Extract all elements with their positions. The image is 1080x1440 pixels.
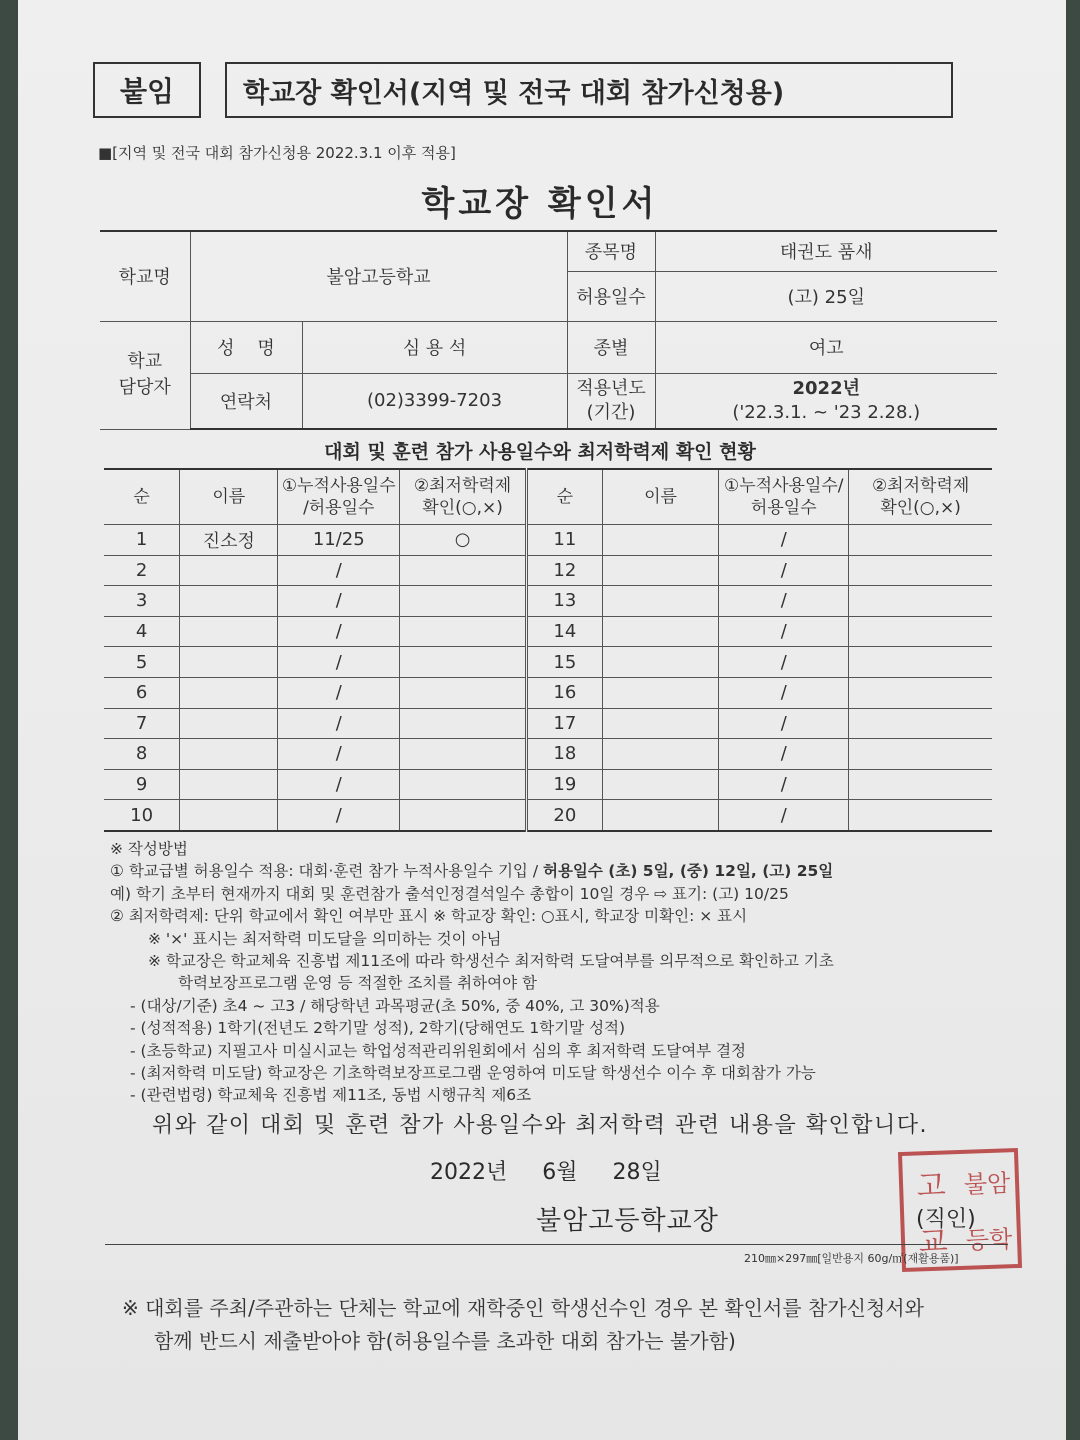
table-cell: / <box>278 708 400 739</box>
table-cell: / <box>719 616 849 647</box>
name-label: 성 명 <box>190 321 302 373</box>
table-cell <box>849 800 992 831</box>
table-cell: / <box>278 555 400 586</box>
name-value: 심 용 석 <box>302 321 567 373</box>
table-cell: / <box>278 616 400 647</box>
table-cell: / <box>719 586 849 617</box>
issue-date: 2022년 6월 28일 <box>430 1160 662 1185</box>
table-cell: 8 <box>104 739 180 770</box>
applicability-note: ■[지역 및 전국 대회 참가신청용 2022.3.1 이후 적용] <box>98 144 456 162</box>
detail-law: - (관련법령) 학교체육 진흥법 제11조, 동법 시행규칙 제6조 <box>130 1086 532 1105</box>
table-cell <box>400 555 527 586</box>
table-cell <box>180 739 278 770</box>
table-cell <box>849 708 992 739</box>
year-label: 적용년도 (기간) <box>567 373 655 429</box>
grid-header: 이름 <box>602 469 719 525</box>
event-label: 종목명 <box>567 231 655 271</box>
table-cell <box>180 677 278 708</box>
footer-note <box>122 1292 1002 1358</box>
table-cell: 20 <box>526 800 602 831</box>
table-cell: / <box>719 677 849 708</box>
table-cell: / <box>278 586 400 617</box>
note-1-example: 예) 학기 초부터 현재까지 대회 및 훈련참가 출석인정결석일수 총합이 10일 경우 ⇨ 표기: (고) 10/25 <box>110 884 789 903</box>
paper-spec: 210㎜×297㎜[일반용지 60g/㎡(재활용품)] <box>744 1252 959 1265</box>
table-cell: 7 <box>104 708 180 739</box>
note-2b: ※ 학교장은 학교체육 진흥법 제11조에 따라 학생선수 최저학력 도달여부를 의무적으로 확인하고 기초 <box>148 952 834 971</box>
manager-label: 학교 담당자 <box>100 321 190 429</box>
table-cell <box>602 708 719 739</box>
table-cell: 13 <box>526 586 602 617</box>
school-value: 불암고등학교 <box>190 231 567 321</box>
note-2: ② 최저학력제: 단위 학교에서 확인 여부만 표시 ※ 학교장 확인: ○표시, 학교장 미확인: × 표시 <box>110 907 748 926</box>
note-1-bold: 허용일수 (초) 5일, (중) 12일, (고) 25일 <box>542 862 834 881</box>
table-cell <box>602 677 719 708</box>
note-2a: ※ '×' 표시는 최저학력 미도달을 의미하는 것이 아님 <box>148 929 502 948</box>
detail-grades: - (성적적용) 1학기(전년도 2학기말 성적), 2학기(당해연도 1학기말 성적) <box>130 1019 626 1038</box>
table-cell <box>180 616 278 647</box>
table-cell: / <box>719 647 849 678</box>
table-row <box>104 708 992 739</box>
table-cell: 14 <box>526 616 602 647</box>
table-cell: / <box>719 555 849 586</box>
grid-header: ②최저학력제 확인(○,×) <box>849 469 992 525</box>
table-cell <box>602 616 719 647</box>
table-cell: / <box>278 739 400 770</box>
contact-label: 연락처 <box>190 373 302 429</box>
table-cell: 11 <box>526 525 602 556</box>
contact-value: (02)3399-7203 <box>302 373 567 429</box>
form-title: 학교장 확인서(지역 및 전국 대회 참가신청용) <box>225 62 953 118</box>
table-cell: / <box>719 800 849 831</box>
table-cell <box>400 677 527 708</box>
detail-unmet: - (최저학력 미도달) 학교장은 기초학력보장프로그램 운영하여 미도달 학생선수 이수 후 대회참가 가능 <box>130 1064 816 1083</box>
seal-char: 불암 <box>963 1168 1011 1199</box>
gender-label: 종별 <box>567 321 655 373</box>
allowed-days-value: (고) 25일 <box>655 271 997 321</box>
seal-char: 등학 <box>965 1224 1013 1255</box>
attachment-tag: 붙임 <box>93 62 201 118</box>
table-cell: 10 <box>104 800 180 831</box>
table-cell: 19 <box>526 769 602 800</box>
table-cell <box>400 708 527 739</box>
table-cell <box>602 586 719 617</box>
table-cell: 18 <box>526 739 602 770</box>
grid-header: ①누적사용일수/ 허용일수 <box>719 469 849 525</box>
info-table <box>100 230 997 430</box>
table-cell: / <box>278 769 400 800</box>
table-cell <box>849 647 992 678</box>
table-cell <box>400 800 527 831</box>
table-cell <box>180 769 278 800</box>
seal-char: 고 <box>916 1168 947 1205</box>
table-cell: 9 <box>104 769 180 800</box>
table-cell <box>400 586 527 617</box>
table-cell <box>180 708 278 739</box>
table-cell: / <box>719 769 849 800</box>
table-cell <box>849 739 992 770</box>
table-row <box>104 647 992 678</box>
grid-header: 이름 <box>180 469 278 525</box>
participation-table <box>104 468 992 832</box>
table-cell <box>400 769 527 800</box>
school-label: 학교명 <box>100 231 190 321</box>
table-cell <box>849 616 992 647</box>
table-cell: / <box>278 677 400 708</box>
seal-char: 교 <box>918 1224 949 1261</box>
confirmation-statement: 위와 같이 대회 및 훈련 참가 사용일수와 최저학력 관련 내용을 확인합니다. <box>152 1113 928 1138</box>
year-cell <box>655 373 997 429</box>
table-cell: ○ <box>400 525 527 556</box>
table-cell: 1 <box>104 525 180 556</box>
table-cell <box>602 647 719 678</box>
section-title: 대회 및 훈련 참가 사용일수와 최저학력제 확인 현황 <box>324 441 756 463</box>
table-cell <box>602 739 719 770</box>
table-cell: / <box>278 647 400 678</box>
table-cell: / <box>719 739 849 770</box>
grid-header: 순 <box>526 469 602 525</box>
gender-value: 여고 <box>655 321 997 373</box>
table-cell: 5 <box>104 647 180 678</box>
note-2c: 학력보장프로그램 운영 등 적절한 조치를 취하여야 함 <box>178 974 537 993</box>
detail-elementary: - (초등학교) 지필고사 미실시교는 학업성적관리위원회에서 심의 후 최저학력 도달여부 결정 <box>130 1041 747 1060</box>
table-cell <box>849 677 992 708</box>
event-value: 태권도 품새 <box>655 231 997 271</box>
detail-target: - (대상/기준) 초4 ~ 고3 / 해당학년 과목평균(초 50%, 중 40%, 고 30%)적용 <box>130 996 660 1015</box>
table-cell: / <box>719 708 849 739</box>
year-value: 2022년 <box>792 377 860 399</box>
table-cell: 2 <box>104 555 180 586</box>
table-cell <box>180 586 278 617</box>
table-cell: 17 <box>526 708 602 739</box>
footer-line-2: 함께 반드시 제출받아야 함(허용일수를 초과한 대회 참가는 불가함) <box>154 1329 736 1353</box>
table-cell <box>180 647 278 678</box>
table-cell <box>602 769 719 800</box>
table-row <box>104 769 992 800</box>
table-cell <box>180 800 278 831</box>
table-cell <box>400 616 527 647</box>
table-cell: 3 <box>104 586 180 617</box>
table-cell: / <box>719 525 849 556</box>
table-cell <box>602 525 719 556</box>
table-cell <box>400 647 527 678</box>
table-cell <box>602 555 719 586</box>
table-cell: 6 <box>104 677 180 708</box>
table-cell <box>849 769 992 800</box>
table-row <box>104 525 992 556</box>
table-cell <box>849 555 992 586</box>
table-cell <box>602 800 719 831</box>
note-1 <box>110 860 1010 882</box>
notes-heading: ※ 작성방법 <box>110 840 188 858</box>
divider <box>105 1244 1008 1245</box>
table-row <box>104 616 992 647</box>
table-cell <box>180 555 278 586</box>
table-cell: 15 <box>526 647 602 678</box>
note-1-text: ① 학교급별 허용일수 적용: 대회·훈련 참가 누적사용일수 기입 / <box>110 862 543 881</box>
grid-header: ①누적사용일수 /허용일수 <box>278 469 400 525</box>
table-row <box>104 586 992 617</box>
table-cell: / <box>278 800 400 831</box>
instructions <box>110 838 1010 1107</box>
table-cell: 12 <box>526 555 602 586</box>
table-row <box>104 677 992 708</box>
table-cell <box>849 586 992 617</box>
table-cell: 4 <box>104 616 180 647</box>
footer-line-1: ※ 대회를 주최/주관하는 단체는 학교에 재학중인 학생선수인 경우 본 확인서를 참가신청서와 <box>122 1296 924 1320</box>
table-cell <box>849 525 992 556</box>
table-cell: 11/25 <box>278 525 400 556</box>
grid-header: ②최저학력제 확인(○,×) <box>400 469 527 525</box>
grid-header: 순 <box>104 469 180 525</box>
table-row <box>104 800 992 831</box>
allowed-days-label: 허용일수 <box>567 271 655 321</box>
table-cell: 16 <box>526 677 602 708</box>
table-cell: 진소정 <box>180 525 278 556</box>
table-cell <box>400 739 527 770</box>
table-row <box>104 555 992 586</box>
seal-label: (직인) <box>916 1207 976 1232</box>
period-value: ('22.3.1. ~ '23 2.28.) <box>732 401 921 423</box>
table-row <box>104 739 992 770</box>
principal-title: 불암고등학교장 <box>536 1206 719 1236</box>
document-title: 학교장 확인서 <box>421 184 659 224</box>
